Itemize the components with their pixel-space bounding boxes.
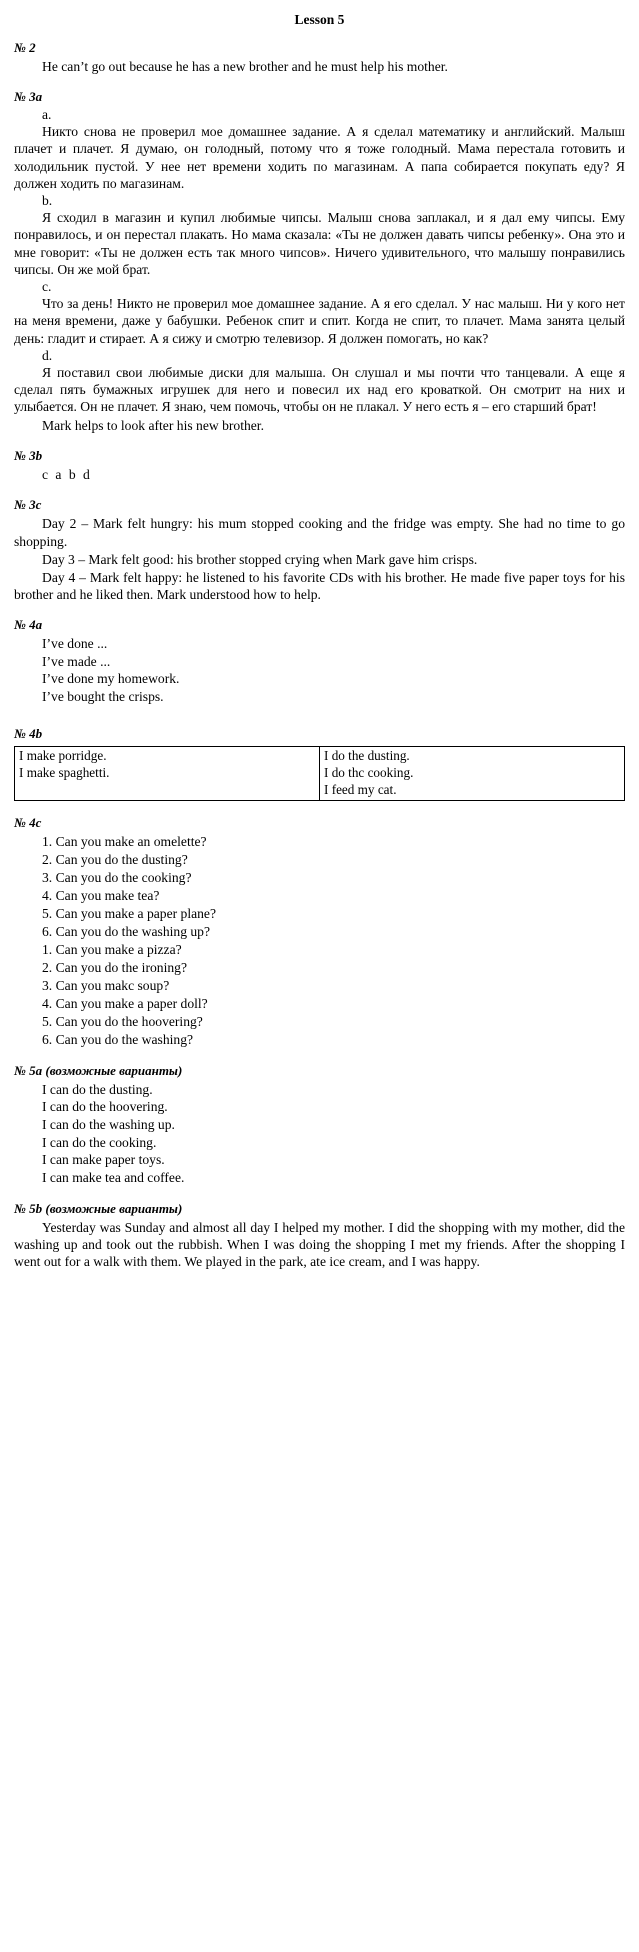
exercise-3a-text-d: Я поставил свои любимые диски для малыша. Он слушал и мы почти что танцевали. А еще я сделал пять бумажных игрушек для него и повесил их над его кроваткой. Он смотрит на них и улыбается. Он не плачет. Я знаю, чем помочь, чтобы он не плакал. У него есть я – его старший брат! xyxy=(14,364,625,415)
exercise-3a-text-b: Я сходил в магазин и купил любимые чипсы. Малыш снова заплакал, и я дал ему чипсы. Ему понравилось, и он перестал плакать. Но мама сказала: «Ты не должен давать чипсы ребенку». Она это и мне говорит: «Ты не должен есть так много чипсов». Ничего удивительного, что малышу понравились чипсы. Он же мой брат. xyxy=(14,210,625,277)
exercise-4c-q3: 3. Can you do the cooking? xyxy=(42,870,192,886)
item-label-b: b. xyxy=(42,193,53,209)
make-item-2: I make spaghetti. xyxy=(19,764,110,780)
item-label-a: a. xyxy=(42,107,52,123)
exercise-4c-b-q3: 3. Can you makc soup? xyxy=(42,977,170,993)
exercise-4c-q1: 1. Can you make an omelette? xyxy=(42,834,207,850)
do-item-2: I do thc cooking. xyxy=(324,764,414,780)
exercise-heading-5a: № 5a (возможные варианты) xyxy=(14,1062,183,1078)
exercise-heading-5b: № 5b (возможные варианты) xyxy=(14,1200,183,1216)
exercise-4a-line-2: I’ve made ... xyxy=(42,653,111,669)
exercise-5a-line-3: I can do the washing up. xyxy=(42,1117,175,1132)
exercise-4c-b-q1: 1. Can you make a pizza? xyxy=(42,942,182,958)
exercise-heading-3c: № 3c xyxy=(14,497,42,513)
do-item-1: I do the dusting. xyxy=(324,747,410,763)
do-item-3: I feed my cat. xyxy=(324,781,397,797)
exercise-heading-4c: № 4c xyxy=(14,815,42,831)
exercise-4a-line-4: I’ve bought the crisps. xyxy=(42,689,164,705)
make-do-table xyxy=(14,746,625,802)
exercise-4c-q5: 5. Can you make a paper plane? xyxy=(42,906,217,922)
exercise-3c-day4: Day 4 – Mark felt happy: he listened to his favorite CDs with his brother. He made five paper toys for his brother and he liked then. Mark understood how to help. xyxy=(14,569,625,602)
exercise-4c-b-q2: 2. Can you do the ironing? xyxy=(42,959,187,975)
exercise-3c-day2: Day 2 – Mark felt hungry: his mum stopped cooking and the fridge was empty. She had no time to go shopping. xyxy=(14,516,625,549)
exercise-4a-line-3: I’ve done my homework. xyxy=(42,671,180,687)
make-item-1: I make porridge. xyxy=(19,747,107,763)
exercise-4c-b-q4: 4. Can you make a paper doll? xyxy=(42,995,208,1011)
exercise-4a-line-1: I’ve done ... xyxy=(42,636,108,652)
exercise-3a-text-a: Никто снова не проверил мое домашнее задание. А я сделал математику и английский. Малыш плачет и плачет. Я думаю, он голодный, потому что я тоже голодный. Мама перестала готовить и холодильник пустой. У нее нет времени ходить по магазинам. А папа собирается покупать еду? Я должен ходить по магазинам. xyxy=(14,124,625,191)
make-do-table-wrapper xyxy=(14,746,625,802)
exercise-4c-b-q6: 6. Can you do the washing? xyxy=(42,1031,194,1047)
exercise-heading-4b: № 4b xyxy=(14,725,43,741)
table-row xyxy=(15,746,625,801)
exercise-5b-text: Yesterday was Sunday and almost all day I helped my mother. I did the shopping with my mother, did the washing up and took out the rubbish. When I was doing the shopping I met my friends. After the shopping I went out for a walk with them. We played in the park, ate ice cream, and I was happy. xyxy=(14,1219,625,1269)
exercise-heading-4a: № 4a xyxy=(14,617,43,633)
exercise-5a-line-4: I can do the cooking. xyxy=(42,1134,157,1150)
exercise-3b-answer: c a b d xyxy=(42,466,92,482)
exercise-5a-line-5: I can make paper toys. xyxy=(42,1152,165,1168)
table-cell-make xyxy=(15,746,320,801)
exercise-5a-line-6: I can make tea and coffee. xyxy=(42,1170,185,1186)
exercise-4c-q6: 6. Can you do the washing up? xyxy=(42,924,211,940)
table-cell-do xyxy=(320,746,625,801)
exercise-3c-day3: Day 3 – Mark felt good: his brother stopped crying when Mark gave him crisps. xyxy=(42,551,478,567)
exercise-3a-text-c: Что за день! Никто не проверил мое домашнее задание. А я его сделал. У нас малыш. Ни у кого нет на меня времени, даже у бабушки. Ребенок спит и спит. Когда не спит, то плачет. Мама занята целый день: гладит и стирает. А я сижу и смотрю телевизор. Я должен помогать, но как? xyxy=(14,296,625,346)
exercise-2-text: He can’t go out because he has a new brother and he must help his mother. xyxy=(42,59,448,74)
page-title: Lesson 5 xyxy=(294,12,345,27)
exercise-heading-3a: № 3a xyxy=(14,89,43,105)
exercise-heading-3b: № 3b xyxy=(14,447,43,463)
exercise-4c-b-q5: 5. Can you do the hoovering? xyxy=(42,1013,203,1029)
item-label-c: c. xyxy=(42,279,52,295)
exercise-heading-2: № 2 xyxy=(14,40,36,55)
item-label-d: d. xyxy=(42,347,53,363)
exercise-3a-closing: Mark helps to look after his new brother. xyxy=(42,417,264,433)
exercise-5a-line-1: I can do the dusting. xyxy=(42,1081,153,1097)
exercise-4c-q2: 2. Can you do the dusting? xyxy=(42,852,188,868)
exercise-4c-q4: 4. Can you make tea? xyxy=(42,888,160,904)
exercise-5a-line-2: I can do the hoovering. xyxy=(42,1099,168,1115)
